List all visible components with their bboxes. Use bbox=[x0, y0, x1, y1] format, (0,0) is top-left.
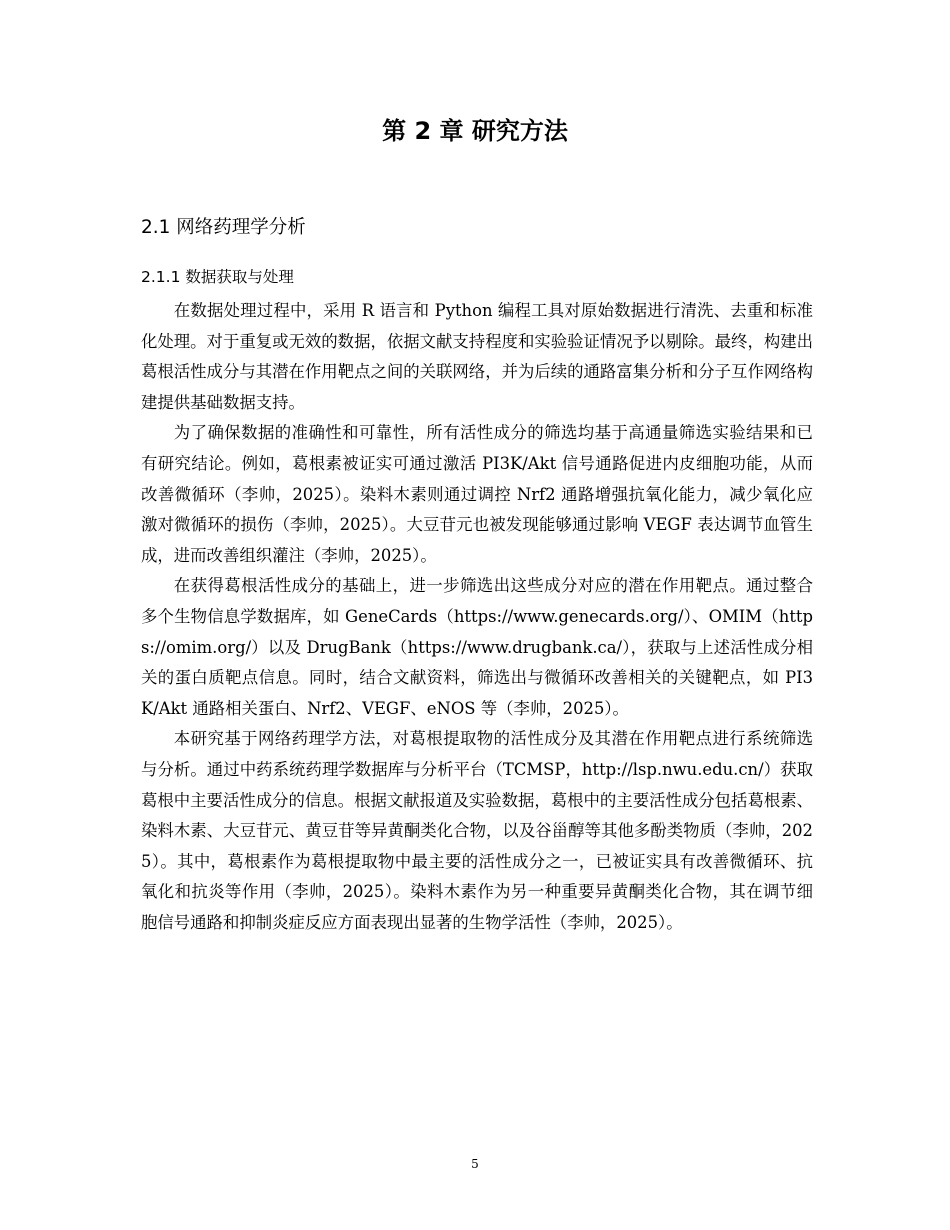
subsection-title: 2.1.1 数据获取与处理 bbox=[141, 268, 294, 286]
paragraph-1: 在数据处理过程中，采用 R 语言和 Python 编程工具对原始数据进行清洗、去重和标准化处理。对于重复或无效的数据，依据文献支持程度和实验验证情况予以剔除。最终，构建出葛根活性成分与其潜在作用靶点之间的关联网络，并为后续的通路富集分析和分子互作网络构建提供基础数据支持。 bbox=[141, 301, 814, 412]
paragraph-3: 在获得葛根活性成分的基础上，进一步筛选出这些成分对应的潜在作用靶点。通过整合多个生物信息学数据库，如 GeneCards（https://www.genecards.org/）、OMIM（https://omim.org/）以及 DrugBank（https://www.drugbank.ca/），获取与上述活性成分相关的蛋白质靶点信息。同时，结合文献资料，筛选出与微循环改善相关的关键靶点，如 PI3K/Akt 通路相关蛋白、Nrf2、VEGF、eNOS 等（李帅，2025）。 bbox=[141, 576, 813, 718]
body-text bbox=[141, 296, 813, 938]
page-number: 5 bbox=[471, 1157, 479, 1171]
chapter-title: 第 2 章 研究方法 bbox=[382, 117, 568, 145]
section-title: 2.1 网络药理学分析 bbox=[141, 217, 306, 238]
paragraph-2: 为了确保数据的准确性和可靠性，所有活性成分的筛选均基于高通量筛选实验结果和已有研究结论。例如，葛根素被证实可通过激活 PI3K/Akt 信号通路促进内皮细胞功能，从而改善微循环（李帅，2025）。染料木素则通过调控 Nrf2 通路增强抗氧化能力，减少氧化应激对微循环的损伤（李帅，2025）。大豆苷元也被发现能够通过影响 VEGF 表达调节血管生成，进而改善组织灌注（李帅，2025）。 bbox=[141, 423, 813, 565]
paragraph-4: 本研究基于网络药理学方法，对葛根提取物的活性成分及其潜在作用靶点进行系统筛选与分析。通过中药系统药理学数据库与分析平台（TCMSP，http://lsp.nwu.edu.cn/）获取葛根中主要活性成分的信息。根据文献报道及实验数据，葛根中的主要活性成分包括葛根素、染料木素、大豆苷元、黄豆苷等异黄酮类化合物，以及谷甾醇等其他多酚类物质（李帅，2025）。其中，葛根素作为葛根提取物中最主要的活性成分之一，已被证实具有改善微循环、抗氧化和抗炎等作用（李帅，2025）。染料木素作为另一种重要异黄酮类化合物，其在调节细胞信号通路和抑制炎症反应方面表现出显著的生物学活性（李帅，2025）。 bbox=[141, 729, 814, 932]
